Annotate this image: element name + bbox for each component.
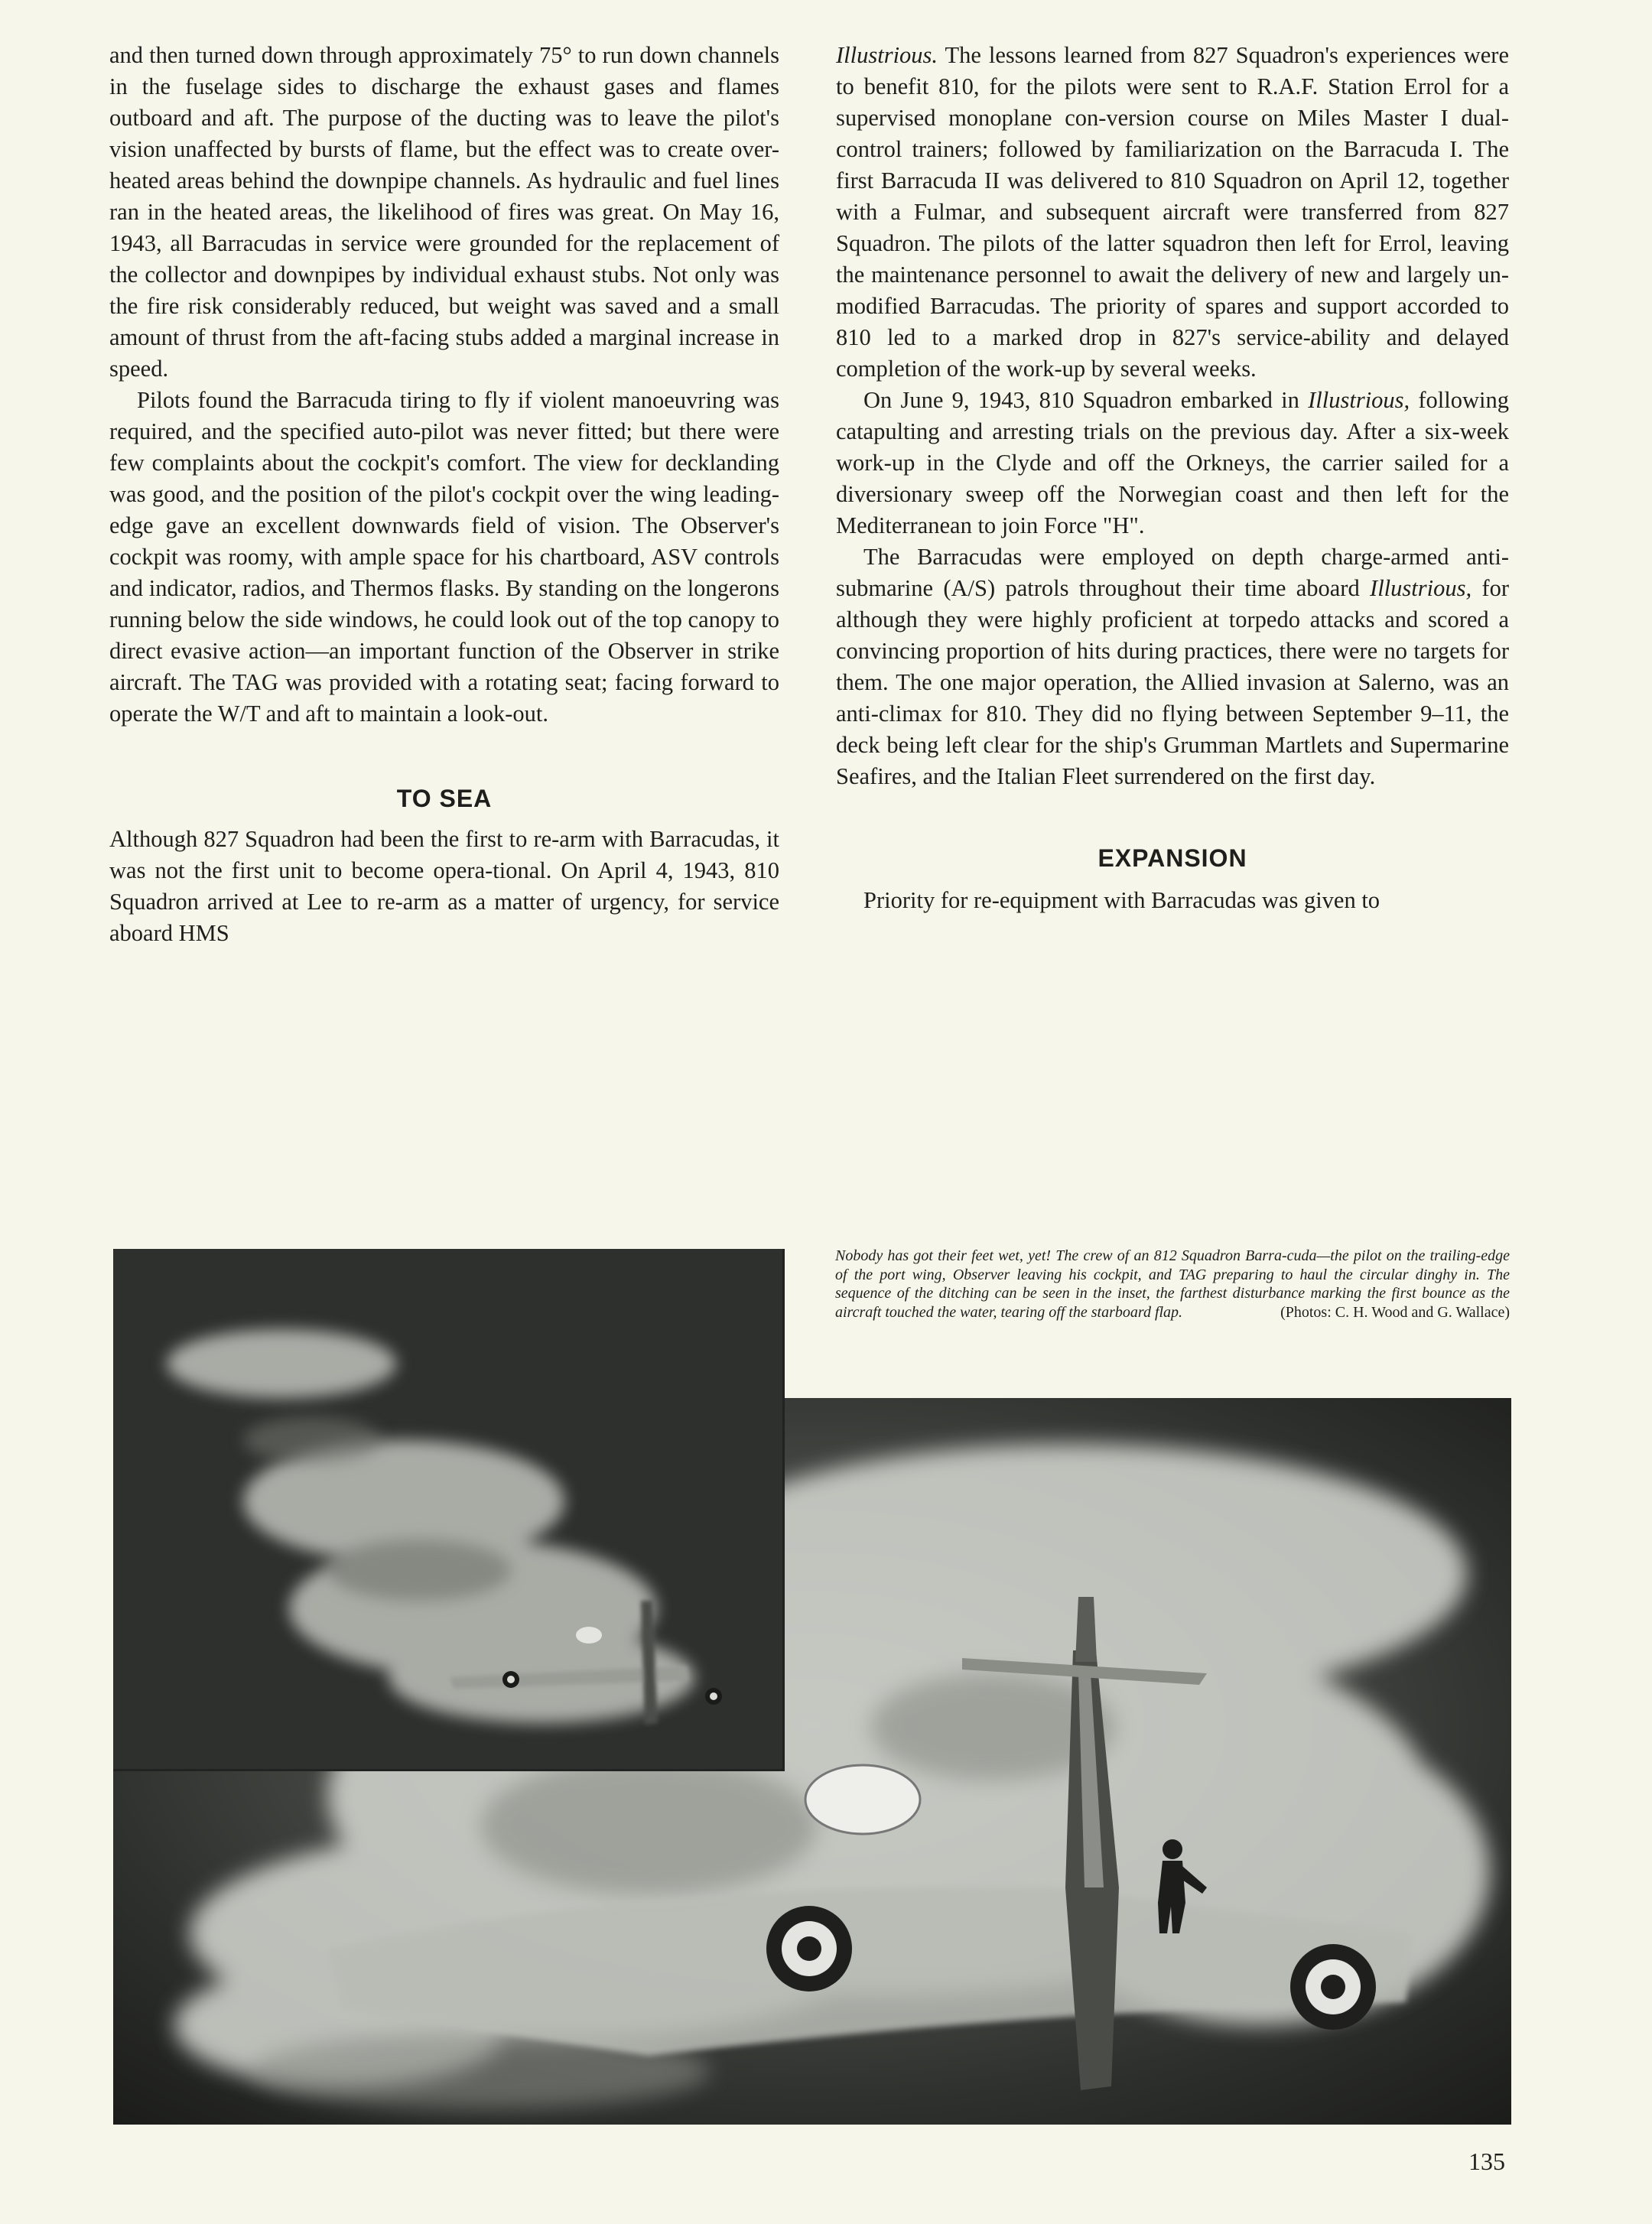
left-paragraph-2: Pilots found the Barracuda tiring to fly if violent manoeuvring was required, and the specified auto-pilot was never fitted; but there were few complaints about the cockpit's comfort. The view for decklanding was good, and the position of the pilot's cockpit over the wing leading-edge gave an excellent downwards field of vision. The Observer's cockpit was roomy, with ample space for his chartboard, ASV controls and indicator, radios, and Thermos flasks. By standing on the longerons running below the side windows, he could look out of the top canopy to direct evasive action—an important function of the Observer in strike aircraft. The TAG was provided with a rotating seat; facing forward to operate the W/T and aft to maintain a look-out. — [109, 387, 779, 727]
right-paragraph-3-text-a: The Barracudas were employed on depth charge-armed anti-submarine (A/S) patrols throughout their time aboard — [836, 544, 1509, 601]
caption-text: Nobody has got their feet wet, yet! The crew of an 812 Squadron Barra-cuda—the pilot on the trailing-edge of the port wing, Observer leaving his cockpit, and TAG preparing to haul the circular dinghy in. The sequence of the ditching can be seen in the inset, the farthest disturbance marking the first bounce as the aircraft touched the water, tearing off the starboard flap. — [835, 1247, 1510, 1321]
left-paragraph-3: Although 827 Squadron had been the first to re-arm with Barracudas, it was not the first unit to become opera-tional. On April 4, 1943, 810 Squadron arrived at Lee to re-arm as a matter of urgency, for service aboard HMS — [109, 826, 779, 946]
roundel-left — [766, 1906, 852, 1992]
right-column — [836, 40, 1509, 916]
right-paragraph-2-text-b: following catapulting and arresting trials on the previous day. After a six-week work-up in the Clyde and off the Orkneys, the carrier sailed for a diversionary sweep off the Norwegian coast and then left for the Mediterranean to join Force "H". — [836, 387, 1510, 538]
ship-name-italic: Illustrious, — [1370, 575, 1472, 601]
right-paragraph-2-text-a: On June 9, 1943, 810 Squadron embarked in — [863, 387, 1309, 413]
page-number: 135 — [1468, 2148, 1505, 2175]
roundel-right — [1290, 1944, 1376, 2030]
right-paragraph-1 — [836, 40, 1509, 385]
ship-name-italic: Illustrious, — [1308, 387, 1410, 413]
right-paragraph-3 — [836, 541, 1509, 792]
photo-credit: (Photos: C. H. Wood and G. Wallace) — [1280, 1303, 1510, 1321]
left-column — [109, 40, 779, 949]
section-heading-to-sea: TO SEA — [396, 785, 493, 812]
photo-caption — [835, 1247, 1510, 1322]
inset-photo-ditching-sequence — [113, 1249, 785, 1771]
ship-name-italic: Illustrious. — [836, 42, 938, 68]
left-paragraph-1: and then turned down through approximately 75° to run down channels in the fuselage sides to discharge the exhaust gases and flames outboard and aft. The purpose of the ducting was to leave the pilot's vision unaffected by bursts of flame, but the effect was to create over-heated areas behind the downpipe channels. As hydraulic and fuel lines ran in the heated areas, the likelihood of fires was great. On May 16, 1943, all Barracudas in service were grounded for the replacement of the collector and downpipes by individual exhaust stubs. Not only was the fire risk considerably reduced, but weight was saved and a small amount of thrust from the aft-facing stubs added a marginal increase in speed. — [109, 42, 779, 382]
right-paragraph-4: Priority for re-equipment with Barracudas was given to — [863, 887, 1380, 913]
section-heading-expansion: EXPANSION — [1098, 844, 1247, 872]
right-paragraph-2 — [836, 385, 1509, 541]
right-paragraph-1-text: The lessons learned from 827 Squadron's experiences were to benefit 810, for the pilots were sent to R.A.F. Station Errol for a supervised monoplane con-version course on Miles Master I dual-control trainers; followed by familiarization on the Barracuda I. The first Barracuda II was delivered to 810 Squadron on April 12, together with a Fulmar, and subsequent aircraft were transferred from 827 Squadron. The pilots of the latter squadron then left for Errol, leaving the maintenance personnel to await the delivery of new and largely un-modified Barracudas. The priority of spares and support accorded to 810 led to a marked drop in 827's service-ability and delayed completion of the work-up by several weeks. — [836, 42, 1509, 382]
circular-dinghy — [805, 1765, 920, 1834]
right-paragraph-3-text-b: for although they were highly proficient at torpedo attacks and scored a convincing proportion of hits during practices, there were no targets for them. The one major operation, the Allied invasion at Salerno, was an anti-climax for 810. They did no flying between September 9–11, the deck being left clear for the ship's Grumman Martlets and Supermarine Seafires, and the Italian Fleet surrendered on the first day. — [836, 575, 1509, 789]
